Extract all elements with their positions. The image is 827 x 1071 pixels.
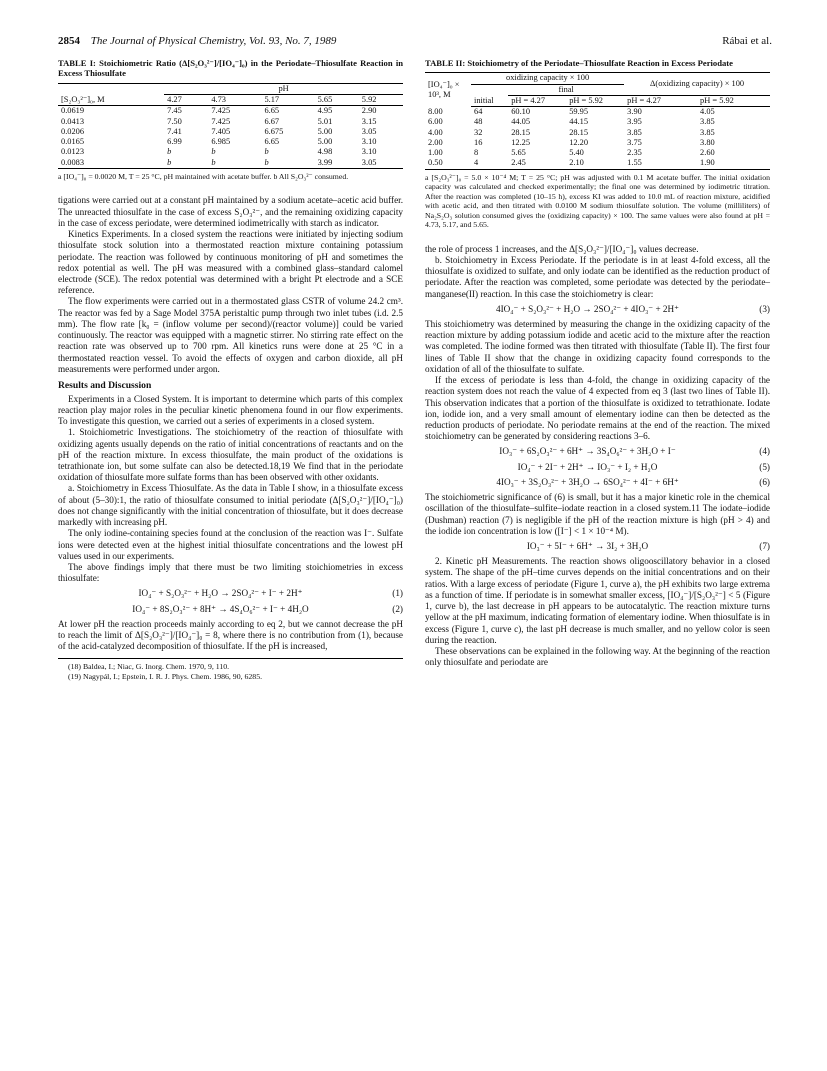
table-cell: 44.05 <box>511 117 531 127</box>
table-cell: 48 <box>474 117 483 127</box>
page-header <box>58 35 772 48</box>
equation-body: IO₄⁻ + S₂O₃²⁻ + H₂O → 2SO₄²⁻ + I⁻ + 2H⁺ <box>138 588 303 599</box>
table-cell: 6.00 <box>428 117 443 127</box>
table2-ph-header: pH = 5.92 <box>697 95 770 106</box>
table-cell: 3.10 <box>361 137 377 147</box>
table-cell: b <box>164 158 208 169</box>
table-cell: 6.985 <box>211 137 231 147</box>
table-cell: 3.75 <box>627 137 642 147</box>
table-cell: 4.98 <box>317 147 333 157</box>
table-cell: 1.90 <box>697 158 770 169</box>
reference: (19) Nagypál, I.; Epstein, I. R. J. Phys. Chem. 1986, 90, 6285. <box>68 671 263 681</box>
table2-io4-header: [IO₄⁻]₀ × 10³, M <box>425 73 471 107</box>
equation-number: (3) <box>759 303 770 314</box>
table-cell: 59.95 <box>569 107 589 117</box>
table-cell: 3.85 <box>700 117 715 127</box>
equation-number: (6) <box>759 476 770 487</box>
table-row <box>425 148 770 158</box>
left-column <box>58 58 403 681</box>
table-cell: 12.25 <box>511 137 531 147</box>
table-cell: 6.65 <box>264 106 280 116</box>
table-row <box>425 138 770 148</box>
paragraph: These observations can be explained in the following way. At the beginning of the reaction only thiosulfate and periodate are <box>425 645 770 668</box>
paragraph: The only iodine-containing species found at the conclusion of the reaction was I⁻. Sulfate ions were detected even at the highest initial thiosulfate concentrations and the lowest pH values used in our experiments. <box>58 528 403 561</box>
equation-body: IO₄⁻ + 8S₂O₃²⁻ + 8H⁺ → 4S₄O₆²⁻ + I⁻ + 4H₂O <box>132 603 309 614</box>
equation <box>425 446 770 457</box>
equation <box>425 541 770 552</box>
paragraph: tigations were carried out at a constant pH maintained by a sodium acetate–acetic acid buffer. The unreacted thiosulfate in the case of excess S₂O₃²⁻, and the remaining oxidizing capacity in the case of excess periodate, were determined iodimetrically with starch as indicator. <box>58 195 403 228</box>
table-cell: 2.35 <box>627 148 642 158</box>
table-cell: 28.15 <box>511 127 531 137</box>
table-cell: 0.0083 <box>58 158 164 169</box>
table-row <box>58 117 403 127</box>
table-cell: 16 <box>474 137 483 147</box>
table-cell: 64 <box>474 107 483 117</box>
equation-number: (7) <box>759 540 770 551</box>
table-cell: 0.0619 <box>61 106 85 116</box>
table-row <box>58 158 403 169</box>
table-cell: 28.15 <box>569 127 589 137</box>
paragraph: b. Stoichiometry in Excess Periodate. If the periodate is in at least 4-fold excess, all the thiosulfate is oxidized to sulfate, and only iodate can be identified as the reduction product of periodate. After the reaction was completed, some periodate was detected by the periodate–manganese(II) reaction. In this case the stoichiometry is clear: <box>425 254 770 299</box>
table2-ph-header: pH = 5.92 <box>566 95 624 106</box>
running-author: Rábai et al. <box>722 35 772 47</box>
right-column <box>425 58 770 668</box>
paragraph: a. Stoichiometry in Excess Thiosulfate. As the data in Table I show, in a thiosulfate excess of about (5–30):1, the ratio of thiosulfate consumed to initial periodate (Δ[S₂O₃²⁻]/[IO₄⁻]₀) does not change significantly with the initial concentration of thiosulfate, but it does decrease markedly with increasing pH. <box>58 483 403 528</box>
equation-number: (5) <box>759 461 770 472</box>
table1-ph: 5.92 <box>359 95 403 106</box>
table-cell: 4.00 <box>428 127 443 137</box>
table-row <box>58 147 403 157</box>
table-cell: 0.0206 <box>61 126 85 136</box>
table-cell: 12.20 <box>569 137 589 147</box>
table-cell: b <box>211 147 216 157</box>
table-cell: 32 <box>474 127 483 137</box>
table-cell: 8 <box>474 148 479 158</box>
paragraph: This stoichiometry was determined by measuring the change in the oxidizing capacity of the reaction mixture by adding potassium iodide and acetic acid to the mixture after the reaction was completed. The iodine formed was then titrated with thiosulfate (Table II). The first four lines of Table II show that the change in oxidizing capacity found corresponds to the oxidation of all of the thiosulfate to sulfate. <box>425 319 770 374</box>
paragraph: Experiments in a Closed System. It is important to determine which parts of this complex reaction play major roles in the peculiar kinetic phenomena found in our flow experiments. To investigate this question, we carried out a series of experiments in a closed system. <box>58 393 403 427</box>
table-cell: 5.00 <box>317 137 333 147</box>
equation-body: IO₃⁻ + 5I⁻ + 6H⁺ → 3I₂ + 3H₂O <box>526 540 649 551</box>
paragraph: 2. Kinetic pH Measurements. The reaction shows oligooscillatory behavior in a closed system. The shape of the pH–time curves depends on the initial concentrations and on their ratios. With a large excess of periodate (Figure 1, curve a), the pH exhibits two large extrema as a function of time. If periodate is in somewhat smaller excess, [IO₄⁻]/[S₂O₃²⁻] < 5 (Figure 1, curve b), the last decrease in pH appears to be autocatalytic. The reaction mixture turns yellow at the pH maximum, indicating formation of elementary iodine. When thiosulfate is in excess (Figure 1, curve c), the last pH decrease is much smaller, and no yellow color is seen during the reaction. <box>425 556 770 645</box>
table2-ph-header: pH = 4.27 <box>624 95 697 106</box>
table-cell: 6.65 <box>264 137 280 147</box>
table2-body <box>425 107 770 170</box>
equation-body: 4IO₄⁻ + S₂O₃²⁻ + H₂O → 2SO₄²⁻ + 4IO₃⁻ + 2H⁺ <box>495 303 679 314</box>
table-cell: 2.60 <box>700 148 715 158</box>
table2-final-header: final <box>508 84 624 95</box>
table-cell: 7.50 <box>167 116 182 126</box>
table-cell: 3.85 <box>700 127 715 137</box>
table-cell: b <box>167 147 172 157</box>
table-row <box>58 106 403 117</box>
equation-number: (1) <box>392 588 403 599</box>
table1-caption: TABLE I: Stoichiometric Ratio (Δ[S₂O₃²⁻]/[IO₄⁻]₀) in the Periodate–Thiosulfate Reaction in Excess Thiosulfate <box>58 58 403 79</box>
table-cell: 1.55 <box>624 158 697 169</box>
table-cell: 7.41 <box>167 126 182 136</box>
table-cell: 5.01 <box>317 116 333 126</box>
table-cell: b <box>261 158 314 169</box>
table-cell: 2.00 <box>428 137 443 147</box>
equation-number: (2) <box>392 603 403 614</box>
table-cell: 8.00 <box>428 106 443 116</box>
table-cell: 3.05 <box>359 158 403 169</box>
table1-col-header: [S₂O₃²⁻]₀, M <box>58 95 164 106</box>
table2-delta-header: Δ(oxidizing capacity) × 100 <box>624 73 770 96</box>
table-cell: 4 <box>471 158 508 169</box>
table-cell: 3.80 <box>700 137 715 147</box>
page-number: 2854 <box>58 35 80 47</box>
table-cell: 0.0165 <box>61 137 85 147</box>
table-cell: 3.95 <box>627 117 642 127</box>
paragraph: The flow experiments were carried out in a thermostated glass CSTR of volume 24.2 cm³. The reactor was fed by a Sage Model 375A peristaltic pump through two inlet tubes (i.d. 2.5 mm). The flow rate [k₀ = (inflow volume per second)/(reactor volume)] could be varied continuously. The reactor was equipped with a magnetic stirrer. No stirring rate effect on the reaction rate was observed up to 700 rpm. All kinetics runs were done at 25 °C in a thermostated reaction vessel. To avoid the effects of oxygen and carbon dioxide, all pH measurements were performed under argon. <box>58 296 403 374</box>
table-cell: 7.45 <box>167 106 182 116</box>
paragraph: 1. Stoichiometric Investigations. The stoichiometry of the reaction of thiosulfate with oxidizing agents usually depends on the ratio of initial concentrations of reactants and on the pH of the reaction mixture. In excess thiosulfate, the main product of the oxidations is tetrathionate ion, but some sulfate can also be detected.18,19 We find that in the periodate oxidation of thiosulfate more sulfate forms than has been observed with other oxidants. <box>58 427 403 483</box>
equation-body: IO₄⁻ + 2I⁻ + 2H⁺ → IO₃⁻ + I₂ + H₂O <box>517 461 658 472</box>
table1-ph: 4.27 <box>164 95 208 106</box>
table2-ph-header: pH = 4.27 <box>508 95 566 106</box>
equation <box>425 477 770 488</box>
equation-body: 4IO₃⁻ + 3S₂O₃²⁻ + 3H₂O → 6SO₄²⁻ + 4I⁻ + 6H⁺ <box>496 476 679 487</box>
paragraph: If the excess of periodate is less than 4-fold, the change in oxidizing capacity of the reaction system does not reach the value of 4 expected from eq 3 (last two lines of Table II). This observation indicates that a portion of the thiosulfate is oxidized to tetrathionate. Iodate ion, iodide ion, and a very small amount of elementary iodine can then be detected as the reduction products of periodate. No periodate remains at the end of the reaction. The mixed stoichiometry can be generated by considering reactions 3–6. <box>425 375 770 442</box>
references <box>58 658 403 681</box>
table-row <box>425 117 770 127</box>
table-cell: 5.40 <box>569 148 584 158</box>
paragraph: the role of process 1 increases, and the Δ[S₂O₃²⁻]/[IO₄⁻]₀ values decrease. <box>425 243 699 254</box>
table2-oxidizing-header: oxidizing capacity × 100 <box>471 73 624 84</box>
table1 <box>58 83 403 169</box>
table-cell: 3.15 <box>361 116 377 126</box>
equation-body: IO₃⁻ + 6S₂O₃²⁻ + 6H⁺ → 3S₄O₆²⁻ + 3H₂O + I⁻ <box>499 446 676 457</box>
table-cell: 7.425 <box>211 116 231 126</box>
paragraph: The stoichiometric significance of (6) is small, but it has a major kinetic role in the chemical oscillation of the thiosulfate–sulfite–iodate reaction in a closed system.11 The iodate–iodide (Dushman) reaction (7) is negligible if the pH of the reaction mixture is high (pH > 4) and the iodide ion concentration is low ([I⁻] < 1 × 10⁻⁴ M). <box>425 492 770 536</box>
table-cell: 3.10 <box>361 147 377 157</box>
table1-footnote: a [IO₄⁻]₀ = 0.0020 M, T = 25 °C, pH maintained with acetate buffer. b All S₂O₃²⁻ consumed. <box>58 171 349 181</box>
equation-number: (4) <box>759 446 770 457</box>
table-cell: 60.10 <box>511 107 531 117</box>
paragraph: The above findings imply that there must be two limiting stoichiometries in excess thiosulfate: <box>58 561 403 584</box>
table-cell: 6.99 <box>167 137 182 147</box>
table-row <box>425 128 770 138</box>
equation <box>58 604 403 615</box>
table-cell: 44.15 <box>569 117 589 127</box>
table-cell: 5.65 <box>511 148 526 158</box>
table-row <box>58 137 403 147</box>
table-cell: 0.50 <box>425 158 471 169</box>
table-cell: 3.85 <box>627 127 642 137</box>
table-cell: 7.425 <box>211 106 231 116</box>
section-heading: Results and Discussion <box>58 379 152 391</box>
table-cell: 2.45 <box>508 158 566 169</box>
reference: (18) Baldea, I.; Niac, G. Inorg. Chem. 1970, 9, 110. <box>68 662 230 672</box>
table1-ph: 5.17 <box>261 95 314 106</box>
table-row <box>425 107 770 118</box>
table-cell: b <box>208 158 261 169</box>
table-cell: 7.405 <box>211 126 231 136</box>
equation <box>58 588 403 599</box>
table-cell: 4.95 <box>317 106 333 116</box>
equation <box>425 304 770 315</box>
table-cell: 3.99 <box>315 158 359 169</box>
table-cell: 4.05 <box>700 107 715 117</box>
paragraph: At lower pH the reaction proceeds mainly according to eq 2, but we cannot decrease the pH to reach the limit of Δ[S₂O₃²⁻]/[IO₄⁻]₀ = 8, where there is no contribution from (1), because of the acid-catalyzed decomposition of thiosulfate. If the pH is increased, <box>58 618 403 652</box>
table-cell: 1.00 <box>428 148 443 158</box>
table1-ph: 5.65 <box>315 95 359 106</box>
table1-body <box>58 106 403 169</box>
table-cell: 0.0413 <box>61 116 85 126</box>
journal-title: The Journal of Physical Chemistry, Vol. 93, No. 7, 1989 <box>90 35 337 47</box>
table-cell: 0.0123 <box>61 147 85 157</box>
table-row <box>425 158 770 169</box>
table-cell: 3.90 <box>627 107 642 117</box>
paragraph: Kinetics Experiments. In a closed system the reactions were initiated by injecting sodium thiosulfate stock solution into a thermostated reaction mixture containing potassium periodate. The reaction was followed by continuous monitoring of pH and sometimes the redox potential as well. The pH was measured with a combined glass–standard calomel electrode (SCE). The redox potential was determined with a bright Pt electrode and a SCE reference. <box>58 229 403 296</box>
table2-footnote: a [S₂O₃²⁻]₀ = 5.0 × 10⁻⁴ M; T = 25 °C; pH was adjusted with 0.1 M acetate buffer. The initial oxidation capacity was calculated and checked experimentally; the final one was determined by iodimetric titration. After the reaction was completed (10–15 h), excess KI was added to 10.0 mL of reaction mixture, acidified with acetic acid, and then titrated with 0.0100 M sodium thiosulfate solution. The volume (milliliters) of Na₂S₂O₃ solution consumed gives the (oxidizing capacity) × 100. The same values were also found at pH = 4.73, 5.17, and 5.65. <box>425 172 770 230</box>
table1-ph: 4.73 <box>208 95 261 106</box>
table-cell: 2.90 <box>361 106 377 116</box>
equation <box>425 462 770 473</box>
table2-caption: TABLE II: Stoichiometry of the Periodate–Thiosulfate Reaction in Excess Periodate <box>425 58 733 68</box>
table2-initial-header: initial <box>471 95 508 106</box>
table-cell: 5.00 <box>317 126 333 136</box>
table-cell: b <box>264 147 269 157</box>
table2 <box>425 72 770 169</box>
table-cell: 6.67 <box>264 116 280 126</box>
table1-ph-header: pH <box>164 83 403 94</box>
table-cell: 6.675 <box>264 126 284 136</box>
table-cell: 2.10 <box>566 158 624 169</box>
table-cell: 3.05 <box>361 126 377 136</box>
table-row <box>58 127 403 137</box>
